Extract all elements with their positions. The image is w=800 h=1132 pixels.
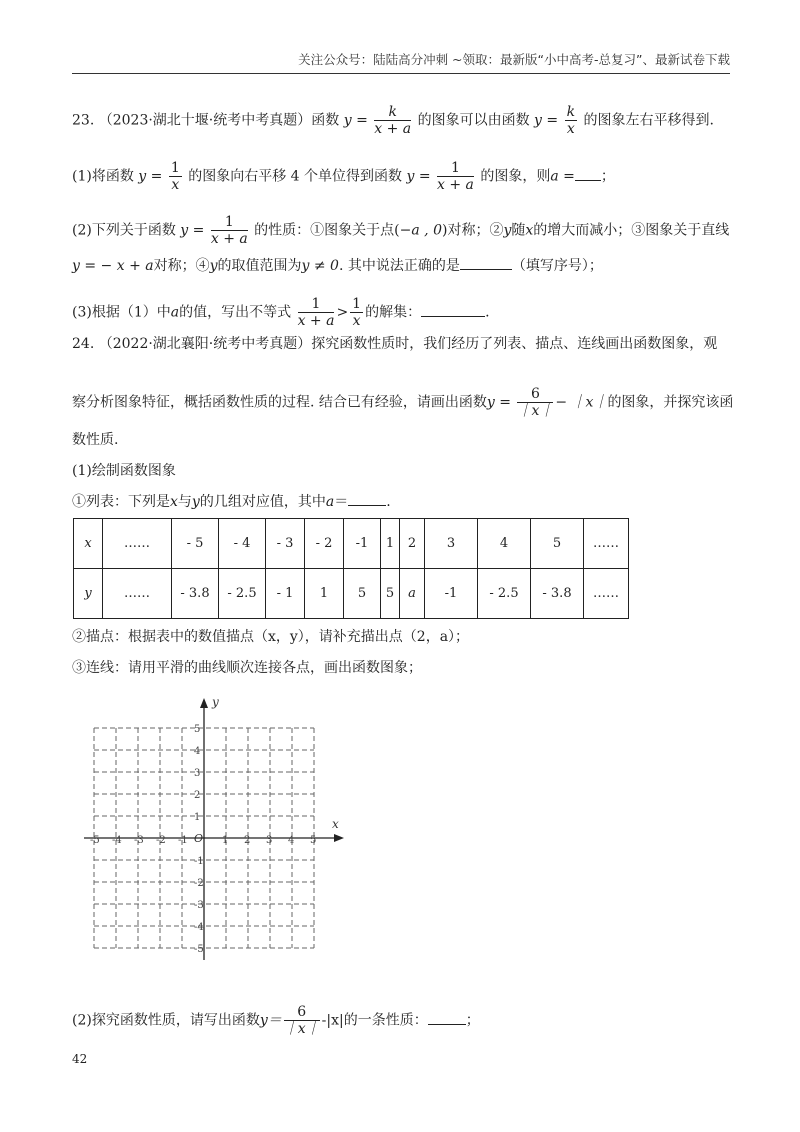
text: 对称；②: [447, 222, 504, 239]
math-text: x: [170, 494, 178, 510]
y-axis-label: y: [212, 695, 219, 709]
math-text: y =: [343, 112, 368, 129]
x-tick-label: 1: [222, 835, 229, 846]
math-text: a: [170, 304, 180, 321]
table-cell: - 5: [172, 519, 219, 569]
text: 的图象向右平移 4 个单位得到函数: [188, 168, 403, 185]
y-tick-label: 3: [194, 768, 201, 779]
q23-number: 23.: [72, 112, 95, 129]
math-text: y =: [180, 222, 205, 239]
math-text: a =: [550, 168, 575, 185]
frac-1-over-x-plus-a: $\frac{1}{x + a}$: [210, 214, 248, 247]
q24-number: 24.: [72, 336, 95, 352]
math-text: y =: [534, 112, 559, 129]
text: (3)根据（1）中: [72, 304, 171, 321]
q23-part2-line1: [72, 214, 729, 247]
frac-1-over-x-plus-a: $\frac{1}{x + a}$: [297, 296, 335, 329]
value-table: [73, 518, 629, 619]
text: 与: [177, 494, 192, 510]
text: ；: [465, 1012, 480, 1029]
y-tick-label: -1: [194, 856, 204, 867]
x-tick-label: -1: [178, 835, 188, 846]
y-tick-label: 2: [194, 790, 201, 801]
q24-list-line: [72, 492, 391, 512]
text: 随: [511, 222, 526, 239]
table-cell: -1: [344, 519, 381, 569]
math-text: − ｜x｜: [555, 394, 608, 411]
text: (2)探究函数性质，请写出函数: [72, 1012, 260, 1029]
page-header: 关注公众号：陆陆高分冲刺 ~领取：最新版“小中高考-总复习”、最新试卷下载: [298, 52, 730, 67]
table-cell: - 3: [266, 519, 305, 569]
axes: [84, 698, 344, 960]
q23-part3: [72, 296, 490, 329]
math-text: y =: [486, 394, 511, 411]
q24-intro-line1: [72, 334, 717, 354]
table-cell: x: [74, 519, 103, 569]
text: 的性质：①图象关于点: [254, 222, 395, 239]
q23-source: （2023·湖北十堰·统考中考真题）函数: [98, 112, 340, 129]
coordinate-grid[interactable]: [80, 690, 360, 975]
answer-blank[interactable]: [348, 505, 386, 506]
frac-1-over-x: $\frac{1}{x}$: [170, 160, 180, 193]
math-text: y =: [138, 168, 163, 185]
table-cell: ……: [584, 569, 629, 619]
table-cell: ……: [584, 519, 629, 569]
frac-6-over-abs-x: $\frac{6}{|x|}$: [283, 1004, 320, 1037]
answer-blank[interactable]: [428, 1024, 466, 1025]
table-row-y: [74, 569, 629, 619]
x-axis-arrow: [334, 834, 344, 842]
math-text: x: [525, 222, 534, 239]
y-tick-label: 4: [194, 746, 201, 757]
x-tick-label: -3: [134, 835, 144, 846]
point-text: (−a , 0): [394, 222, 448, 239]
text: 的增大而减小；③图象关于直线: [533, 222, 730, 239]
text: 的图象，并探究该函: [607, 394, 734, 411]
table-cell: 1: [305, 569, 344, 619]
text: (1)将函数: [72, 168, 134, 185]
text: ＝: [334, 494, 349, 510]
y-tick-label: 1: [194, 812, 201, 823]
table-cell: - 2: [305, 519, 344, 569]
table-cell: - 3.8: [172, 569, 219, 619]
table-cell: 3: [425, 519, 478, 569]
text: .: [386, 494, 391, 510]
table-cell: 4: [478, 519, 531, 569]
frac-k-over-x: $\frac{k}{x}$: [566, 104, 576, 137]
q23-intro: [72, 104, 714, 137]
q24-connect-instruction: ③连线：请用平滑的曲线顺次连接各点，画出函数图象；: [72, 660, 422, 676]
x-tick-label: 5: [310, 835, 317, 846]
q23-part2-line2: [72, 256, 603, 276]
text: 对称；④: [153, 258, 210, 274]
text: 的图象可以由函数: [417, 112, 530, 129]
frac-1-over-x-plus-a: $\frac{1}{x + a}$: [437, 160, 474, 193]
y-tick-label: 5: [194, 724, 201, 735]
q24-intro-line3: 数性质.: [72, 432, 119, 448]
q24-plot-instruction: ②描点：根据表中的数值描点（x，y），请补充描出点（2，a）；: [72, 629, 470, 645]
table-cell: ……: [103, 569, 172, 619]
origin-label: O: [194, 832, 204, 845]
text: .: [485, 304, 490, 321]
table-cell: - 2.5: [478, 569, 531, 619]
x-tick-label: 2: [244, 835, 251, 846]
y-tick-label: -5: [194, 944, 204, 955]
tick-labels: [90, 695, 339, 955]
answer-blank[interactable]: [421, 316, 485, 317]
y-axis-arrow: [200, 698, 208, 708]
x-tick-label: -2: [156, 835, 166, 846]
math-text: >: [336, 304, 349, 321]
frac-1-over-x: $\frac{1}{x}$: [352, 296, 362, 329]
table-cell: 5: [531, 519, 584, 569]
answer-blank[interactable]: [575, 180, 601, 181]
text: （2022·湖北襄阳·统考中考真题）探究函数性质时，我们经历了列表、描点、连线画出函数图象，观: [98, 336, 718, 352]
table-cell: -1: [425, 569, 478, 619]
x-tick-label: -4: [112, 835, 122, 846]
math-text: y = − x + a: [72, 258, 154, 274]
math-text: y: [209, 258, 218, 274]
y-tick-label: -2: [194, 878, 204, 889]
text: ①列表：下列是: [72, 494, 170, 510]
table-cell: 1: [381, 519, 400, 569]
x-axis-label: x: [332, 817, 339, 831]
q24-intro-line2: [72, 386, 733, 419]
x-tick-label: 3: [266, 835, 273, 846]
q23-part1: [72, 160, 615, 193]
table-cell: - 2.5: [219, 569, 266, 619]
table-cell: - 3.8: [531, 569, 584, 619]
frac-k-over-x-plus-a: $\frac{k}{x + a}$: [374, 104, 412, 137]
text: 的解集：: [365, 304, 422, 321]
q24-part2: [72, 1004, 480, 1037]
header-rule: [72, 73, 730, 74]
math-text: y: [503, 222, 512, 239]
x-tick-label: 4: [288, 835, 295, 846]
text: 的图象，则: [480, 168, 551, 185]
math-text: y =: [406, 168, 431, 185]
table-cell: a: [400, 569, 425, 619]
text: (2)下列关于函数: [72, 222, 176, 239]
text: ；: [600, 168, 615, 185]
text: （填写序号）；: [511, 258, 603, 274]
math-text: y ≠ 0: [301, 258, 339, 274]
table-cell: - 1: [266, 569, 305, 619]
text: 的值，写出不等式: [179, 304, 292, 321]
table-cell: ……: [103, 519, 172, 569]
table-cell: 5: [344, 569, 381, 619]
text: . 其中说法正确的是: [338, 258, 460, 274]
table-row-x: [74, 519, 629, 569]
table-cell: 2: [400, 519, 425, 569]
frac-6-over-abs-x: $\frac{6}{|x|}$: [517, 386, 554, 419]
text: 的图象左右平移得到.: [583, 112, 714, 129]
page-number: 42: [72, 1052, 88, 1066]
math-text: y＝: [259, 1012, 282, 1029]
text: -|x|的一条性质：: [321, 1012, 428, 1029]
table-cell: - 4: [219, 519, 266, 569]
text: 的几组对应值，其中: [199, 494, 326, 510]
text: 的取值范围为: [217, 258, 302, 274]
text: 察分析图象特征，概括函数性质的过程. 结合已有经验，请画出函数: [72, 394, 487, 411]
math-text: y: [191, 494, 200, 510]
y-tick-label: -4: [194, 922, 204, 933]
y-tick-label: -3: [194, 900, 204, 911]
q24-sub1-heading: (1)绘制函数图象: [72, 463, 176, 479]
answer-blank[interactable]: [460, 269, 512, 270]
math-text: a: [325, 494, 335, 510]
table-cell: 5: [381, 569, 400, 619]
table-cell: y: [74, 569, 103, 619]
x-tick-label: -5: [90, 835, 100, 846]
